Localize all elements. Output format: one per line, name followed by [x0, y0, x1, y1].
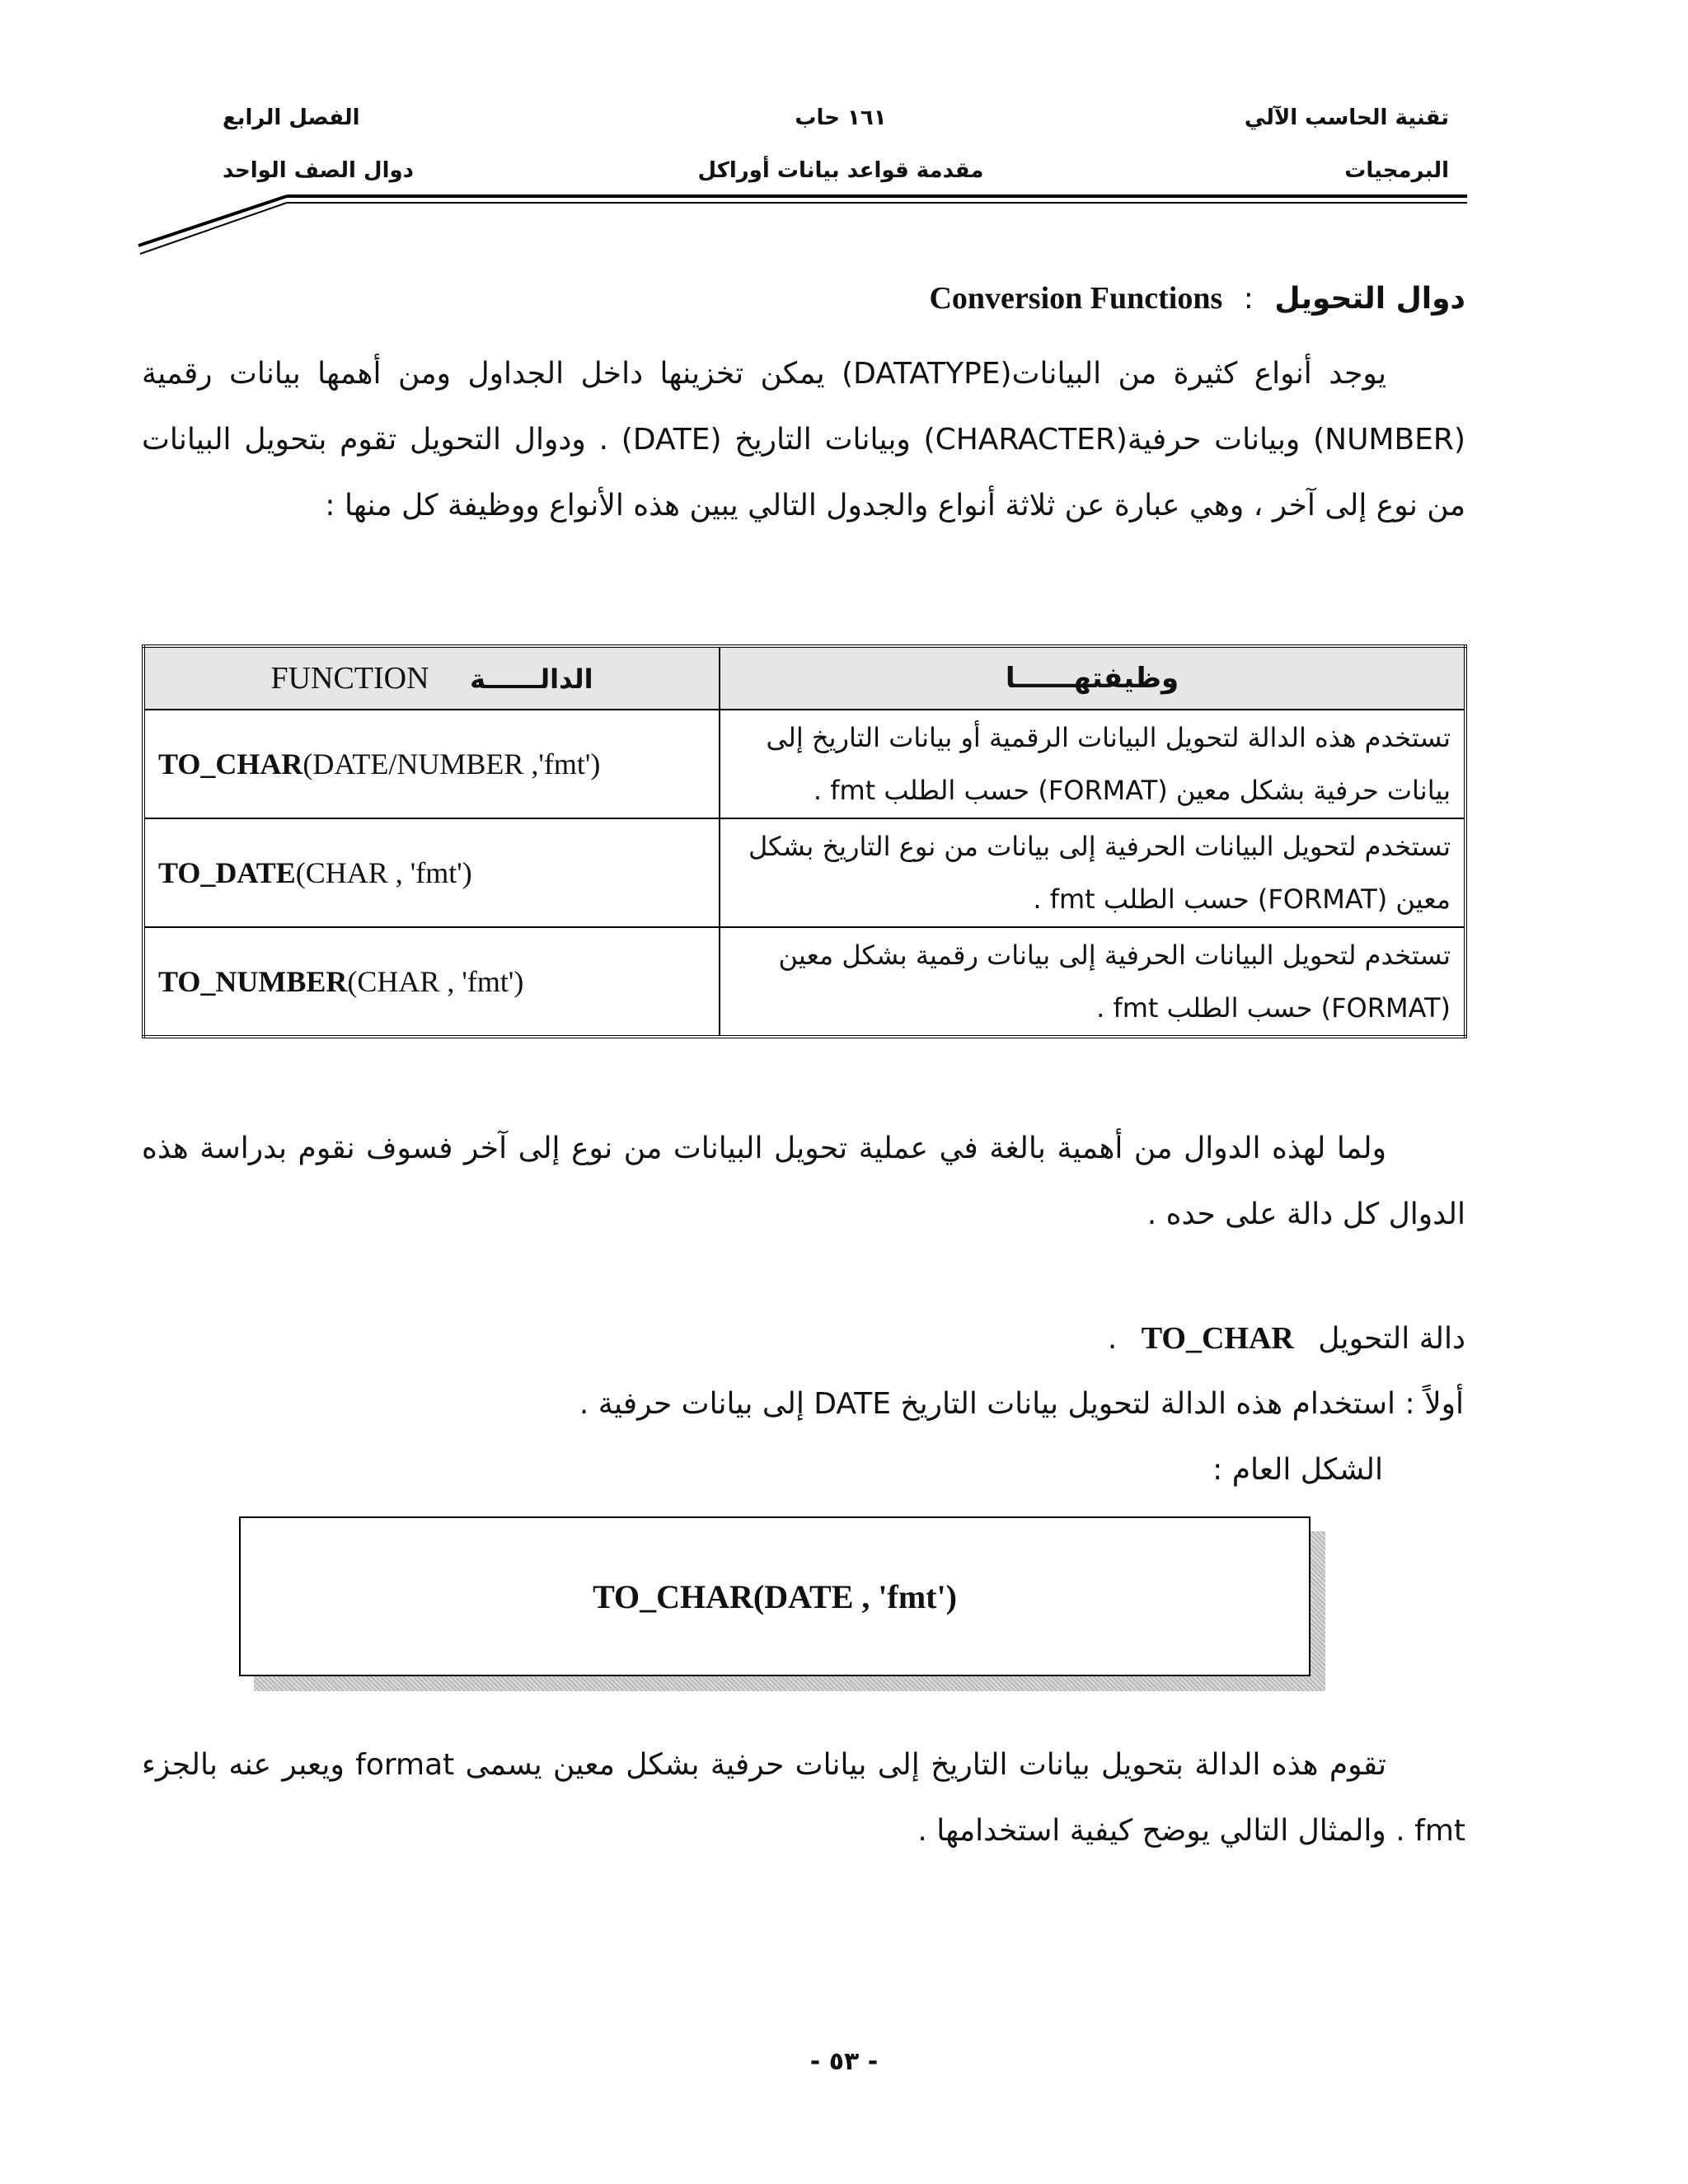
function-header-english: FUNCTION: [270, 661, 429, 696]
header-slant-line: [0, 0, 330, 272]
function-args: (CHAR , 'fmt'): [295, 856, 472, 889]
heading-english: Conversion Functions: [929, 281, 1223, 316]
header-subject: تقنية الحاسب الآلي: [1244, 105, 1449, 130]
header-course-code: ١٦١ حاب: [795, 105, 887, 130]
syntax-box: [239, 1516, 1311, 1676]
header-course-title: مقدمة قواعد بيانات أوراكل: [697, 158, 984, 183]
section-heading: [929, 280, 1465, 316]
function-cell: [143, 927, 720, 1037]
importance-paragraph: ولما لهذه الدوال من أهمية بالغة في عملية تحويل البيانات من نوع إلى آخر فسوف نقوم بدراسة هذه الدوال كل دالة على حده .: [142, 1132, 1465, 1231]
to-char-title-arabic: دالة التحويل: [1318, 1322, 1465, 1356]
header-chapter: الفصل الرابع: [223, 105, 360, 130]
to-char-title-english: TO_CHAR: [1141, 1321, 1294, 1356]
header-rule: [287, 194, 1467, 198]
function-cell: [143, 710, 720, 818]
purpose-cell: تستخدم هذه الدالة لتحويل البيانات الرقمية أو بيانات التاريخ إلى بيانات حرفية بشكل معين (FORMAT) حسب الطلب fmt .: [720, 710, 1465, 818]
function-args: (DATE/NUMBER ,'fmt'): [302, 748, 601, 780]
to-char-title-end: .: [1107, 1322, 1118, 1356]
table-header-row: [143, 646, 1465, 710]
function-cell: [143, 818, 720, 927]
header-course: البرمجيات: [1344, 158, 1449, 183]
function-name: TO_DATE: [158, 856, 296, 889]
purpose-cell: تستخدم لتحويل البيانات الحرفية إلى بيانات رقمية بشكل معين (FORMAT) حسب الطلب fmt .: [720, 927, 1465, 1037]
syntax-text: TO_CHAR(DATE , 'fmt'): [593, 1577, 957, 1615]
function-args: (CHAR , 'fmt'): [347, 965, 524, 998]
table-row: [143, 710, 1465, 818]
function-column-header: [143, 646, 720, 710]
heading-arabic: دوال التحويل: [1274, 282, 1465, 316]
header-chapter-title: دوال الصف الواحد: [223, 158, 414, 183]
page-number: - ٥٣ -: [809, 2047, 879, 2076]
conversion-functions-table: [142, 644, 1467, 1038]
explanation-paragraph: تقوم هذه الدالة بتحويل بيانات التاريخ إلى بيانات حرفية بشكل معين يسمى format ويعبر عنه بالجزء fmt . والمثال التالي يوضح كيفية استخدامها .: [142, 1748, 1465, 1848]
purpose-cell: تستخدم لتحويل البيانات الحرفية إلى بيانات من نوع التاريخ بشكل معين (FORMAT) حسب الطلب fmt .: [720, 818, 1465, 927]
header-rule-thin: [287, 202, 1467, 204]
function-name: TO_CHAR: [158, 748, 303, 780]
general-form-label: الشكل العام :: [1212, 1453, 1383, 1487]
table-row: [143, 927, 1465, 1037]
heading-separator: :: [1243, 282, 1254, 316]
purpose-column-header: وظيفتهــــــا: [720, 646, 1465, 710]
function-header-arabic: الدالــــــة: [470, 663, 593, 695]
intro-paragraph: يوجد أنواع كثيرة من البيانات(DATATYPE) يمكن تخزينها داخل الجداول ومن أهمها بيانات رقمية (NUMBER) وبيانات حرفية(CHARACTER) وبيانات التاريخ (DATE) . ودوال التحويل تقوم بتحويل البيانات من نوع إلى آخر ، وهي عبارة عن ثلاثة أنواع والجدول التالي يبين هذه الأنواع ووظيفة كل منها :: [142, 357, 1465, 523]
first-use-line: أولاً : استخدام هذه الدالة لتحويل بيانات التاريخ DATE إلى بيانات حرفية .: [579, 1387, 1464, 1421]
table-row: [143, 818, 1465, 927]
to-char-title: [1108, 1305, 1465, 1372]
function-name: TO_NUMBER: [158, 965, 348, 998]
